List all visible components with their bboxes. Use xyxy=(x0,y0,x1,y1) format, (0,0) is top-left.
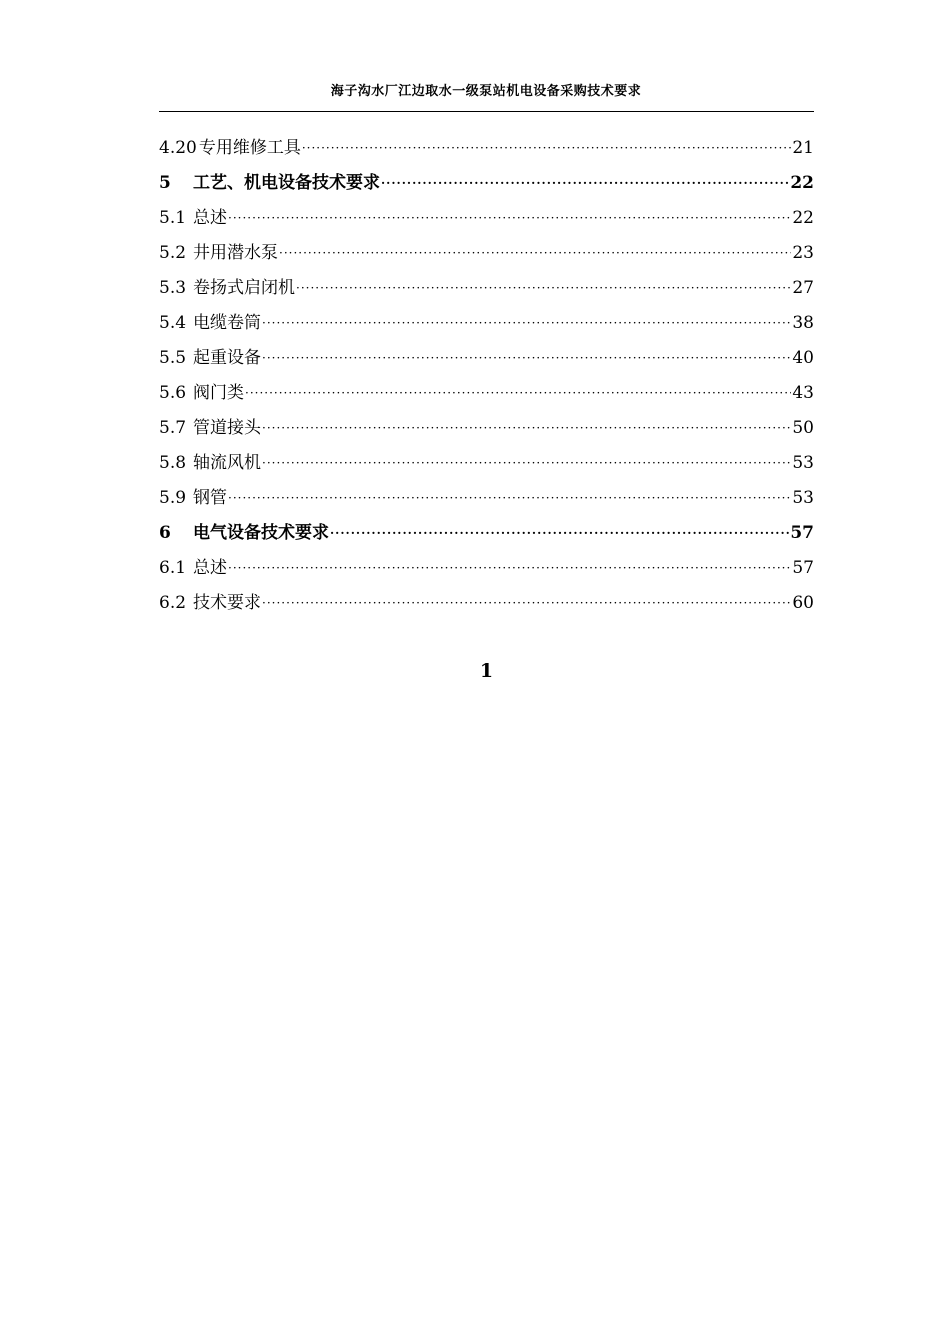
page-number: 1 xyxy=(479,660,494,682)
toc-entry-number: 5.2 xyxy=(159,243,187,263)
toc-entry[interactable] xyxy=(159,344,814,379)
toc-entry-number: 5.3 xyxy=(159,278,187,298)
toc-entry-title: 轴流风机 xyxy=(193,453,261,473)
toc-entry-title: 工艺、机电设备技术要求 xyxy=(193,173,380,193)
toc-entry[interactable] xyxy=(159,379,814,414)
toc-dot-leader xyxy=(262,449,791,477)
toc-dot-leader xyxy=(228,484,791,512)
toc-entry-page: 43 xyxy=(792,383,814,403)
toc-entry-title: 总述 xyxy=(193,558,227,578)
toc-entry-number: 5.7 xyxy=(159,418,187,438)
toc-entry-title: 技术要求 xyxy=(193,593,261,613)
toc-entry[interactable] xyxy=(159,414,814,449)
toc-entry-number: 5.5 xyxy=(159,348,187,368)
toc-entry-chapter[interactable] xyxy=(159,169,814,204)
toc-entry-page: 57 xyxy=(790,523,814,543)
toc-entry-page: 23 xyxy=(792,243,814,263)
toc-entry[interactable] xyxy=(159,589,814,624)
toc-entry-page: 50 xyxy=(792,418,814,438)
toc-entry-page: 21 xyxy=(792,138,814,158)
toc-entry-page: 60 xyxy=(792,593,814,613)
toc-dot-leader xyxy=(262,344,791,372)
toc-entry[interactable] xyxy=(159,449,814,484)
toc-entry[interactable] xyxy=(159,274,814,309)
toc-entry-chapter[interactable] xyxy=(159,519,814,554)
toc-entry-title: 电气设备技术要求 xyxy=(193,523,329,543)
toc-entry-page: 53 xyxy=(792,453,814,473)
toc-entry-page: 22 xyxy=(790,173,814,193)
toc-entry-title: 专用维修工具 xyxy=(198,138,301,158)
toc-dot-leader xyxy=(262,589,791,617)
toc-entry-title: 电缆卷筒 xyxy=(193,313,261,333)
toc-entry-title: 阀门类 xyxy=(193,383,244,403)
toc-entry-number: 5.9 xyxy=(159,488,187,508)
toc-entry-number: 5 xyxy=(159,173,171,193)
toc-entry-title: 井用潜水泵 xyxy=(193,243,278,263)
toc-entry-number: 5.6 xyxy=(159,383,187,403)
header-divider xyxy=(159,111,814,112)
toc-entry-title: 管道接头 xyxy=(193,418,261,438)
toc-entry-page: 57 xyxy=(792,558,814,578)
toc-entry[interactable] xyxy=(159,309,814,344)
toc-entry-page: 40 xyxy=(792,348,814,368)
toc-entry-page: 27 xyxy=(792,278,814,298)
toc-entry[interactable] xyxy=(159,484,814,519)
toc-dot-leader xyxy=(262,309,791,337)
toc-entry-page: 38 xyxy=(792,313,814,333)
toc-dot-leader xyxy=(296,274,791,302)
toc-entry-title: 起重设备 xyxy=(193,348,261,368)
page-header-title: 海子沟水厂江边取水一级泵站机电设备采购技术要求 xyxy=(330,84,642,99)
toc-entry-title: 卷扬式启闭机 xyxy=(193,278,295,298)
toc-dot-leader xyxy=(302,134,792,162)
toc-entry-title: 总述 xyxy=(193,208,227,228)
toc-dot-leader xyxy=(330,519,789,547)
toc-entry-title: 钢管 xyxy=(193,488,227,508)
toc-dot-leader xyxy=(228,554,791,582)
toc-entry-number: 4.20 xyxy=(159,138,197,158)
toc-entry-page: 22 xyxy=(792,208,814,228)
toc-entry[interactable] xyxy=(159,554,814,589)
toc-entry-number: 5.8 xyxy=(159,453,187,473)
toc-entry[interactable] xyxy=(159,204,814,239)
toc-dot-leader xyxy=(228,204,791,232)
toc-entry-number: 6.1 xyxy=(159,558,187,578)
toc-dot-leader xyxy=(262,414,791,442)
toc-entry-number: 5.1 xyxy=(159,208,187,228)
table-of-contents xyxy=(159,134,814,624)
toc-entry[interactable] xyxy=(159,134,814,169)
toc-dot-leader xyxy=(381,169,789,197)
toc-dot-leader xyxy=(245,379,791,407)
toc-dot-leader xyxy=(279,239,791,267)
toc-entry-page: 53 xyxy=(792,488,814,508)
toc-entry-number: 6.2 xyxy=(159,593,187,613)
toc-entry[interactable] xyxy=(159,239,814,274)
toc-entry-number: 5.4 xyxy=(159,313,187,333)
toc-entry-number: 6 xyxy=(159,523,171,543)
